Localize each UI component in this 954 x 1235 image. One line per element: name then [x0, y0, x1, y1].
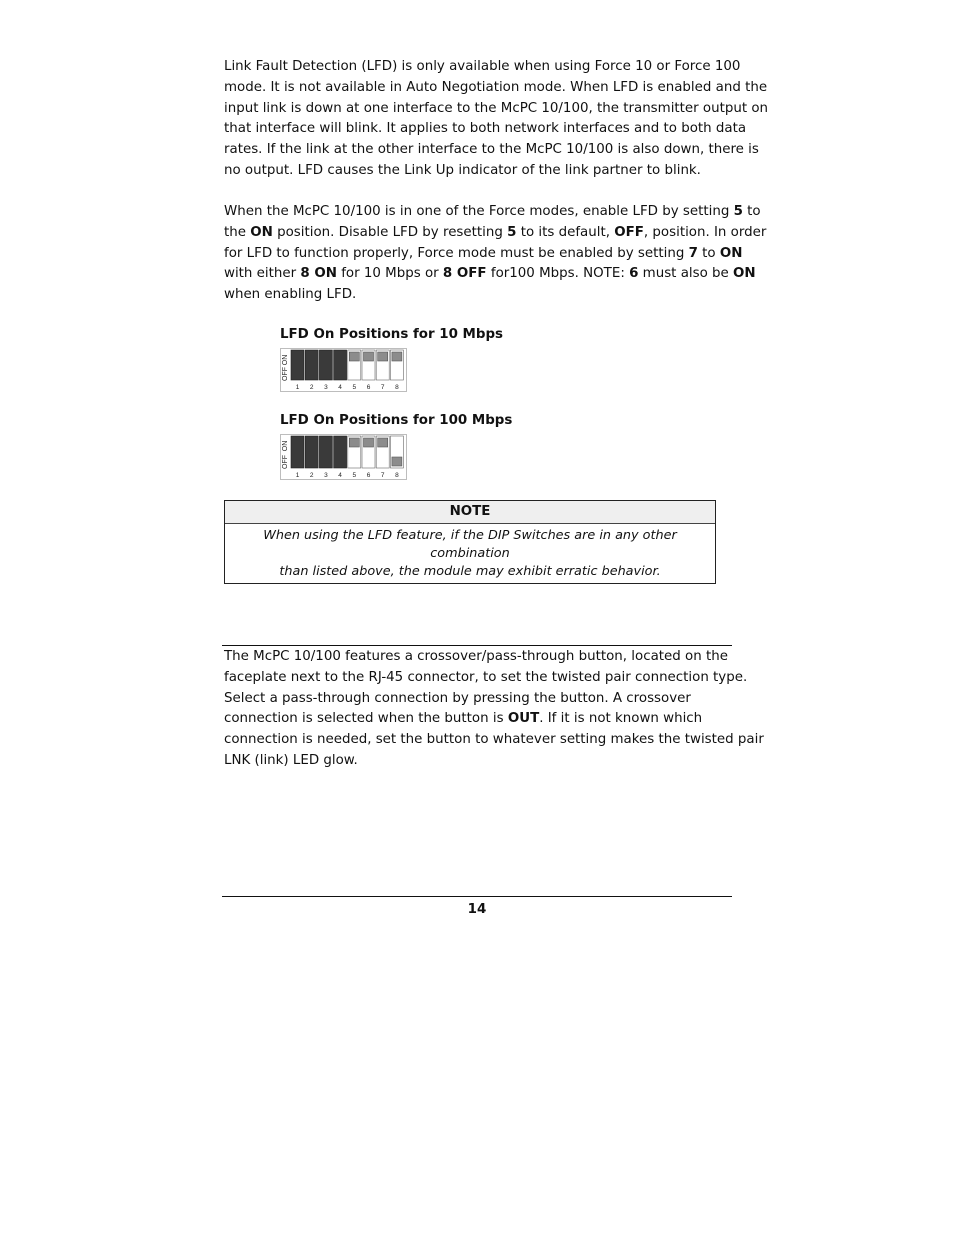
- switch-number-label: 8: [395, 472, 399, 479]
- dip-switch-10mbps-diagram: [280, 348, 408, 392]
- dip-switch-knob-8: [392, 352, 402, 361]
- dip-switch-100mbps-diagram: [280, 434, 408, 480]
- switch-number-label: 1: [295, 384, 300, 391]
- page-number: 14: [467, 902, 487, 917]
- text-line: for LFD to function properly, Force mode must be enabled by setting 7 to ON: [224, 245, 743, 261]
- switch-number-label: 2: [309, 384, 314, 391]
- switch-number-label: 4: [338, 472, 342, 479]
- text-line: faceplate next to the RJ-45 connector, to set the twisted pair connection type.: [224, 669, 748, 685]
- text-line: connection is needed, set the button to whatever setting makes the twisted pair: [224, 732, 764, 748]
- note-box: [224, 500, 716, 584]
- text-line: the ON position. Disable LFD by resetting 5 to its default, OFF, position. In order: [224, 224, 767, 240]
- switch-number-label: 2: [309, 472, 314, 479]
- text-line: with either 8 ON for 10 Mbps or 8 OFF for100 Mbps. NOTE: 6 must also be ON: [224, 266, 756, 282]
- dip-switch-knob-6: [364, 438, 374, 447]
- lfd-settings-paragraph: [224, 202, 767, 306]
- switch-number-label: 7: [380, 472, 385, 479]
- dip-switch-knob-7: [378, 352, 388, 361]
- switch-number-label: 6: [366, 384, 371, 391]
- dip-switch-1: [291, 350, 304, 380]
- switch-number-label: 8: [395, 384, 399, 391]
- dip-switch-knob-5: [349, 352, 359, 361]
- on-label: ON: [282, 354, 289, 366]
- off-label: OFF: [282, 455, 289, 469]
- dip-switch-3: [319, 350, 332, 380]
- text-line: The McPC 10/100 features a crossover/pass-through button, located on the: [224, 649, 728, 664]
- dip-switch-2: [305, 436, 318, 468]
- section-divider: [222, 645, 732, 646]
- text-line: LNK (link) LED glow.: [224, 752, 358, 768]
- dip-switch-knob-8: [392, 457, 402, 466]
- dip-switch-knob-7: [378, 438, 388, 447]
- switch-number-label: 5: [352, 384, 357, 391]
- dip-switch-knob-6: [364, 352, 374, 361]
- dip-switch-1: [291, 436, 304, 468]
- dip-switch-2: [305, 350, 318, 380]
- off-label: OFF: [282, 367, 289, 381]
- note-line: When using the LFD feature, if the DIP Switches are in any other combination: [263, 528, 677, 561]
- switch-number-label: 1: [295, 472, 300, 479]
- on-label: ON: [282, 440, 289, 452]
- switch-number-label: 4: [338, 384, 342, 391]
- note-body: [225, 524, 715, 583]
- switch-number-label: 5: [352, 472, 357, 479]
- text-line: that interface will blink. It applies to both network interfaces and to both data: [224, 121, 747, 137]
- dip-100mbps-title: LFD On Positions for 100 Mbps: [280, 413, 513, 428]
- switch-number-label: 7: [380, 384, 385, 391]
- text-line: When the McPC 10/100 is in one of the Force modes, enable LFD by setting 5 to: [224, 204, 761, 219]
- footer-divider: [222, 896, 732, 897]
- text-line: when enabling LFD.: [224, 287, 357, 303]
- dip-switch-4: [334, 350, 347, 380]
- dip-switch-10mbps-figure: [280, 348, 408, 392]
- text-line: connection is selected when the button is OUT. If it is not known which: [224, 711, 703, 727]
- text-line: Link Fault Detection (LFD) is only available when using Force 10 or Force 100: [224, 59, 741, 74]
- text-line: no output. LFD causes the Link Up indicator of the link partner to blink.: [224, 162, 701, 178]
- dip-switch-4: [334, 436, 347, 468]
- text-line: rates. If the link at the other interface to the McPC 10/100 is also down, there is: [224, 142, 759, 158]
- dip-10mbps-title: LFD On Positions for 10 Mbps: [280, 327, 504, 342]
- dip-switch-100mbps-figure: [280, 434, 408, 480]
- switch-number-label: 3: [324, 472, 328, 479]
- switch-number-label: 3: [324, 384, 328, 391]
- lfd-description-paragraph: [224, 57, 769, 182]
- note-header: NOTE: [225, 501, 715, 524]
- crossover-button-paragraph: [224, 647, 764, 772]
- text-line: mode. It is not available in Auto Negotiation mode. When LFD is enabled and the: [224, 79, 768, 95]
- note-line: than listed above, the module may exhibit erratic behavior.: [279, 564, 661, 579]
- text-line: Select a pass-through connection by pressing the button. A crossover: [224, 690, 691, 706]
- text-line: input link is down at one interface to the McPC 10/100, the transmitter output on: [224, 100, 769, 116]
- dip-switch-3: [319, 436, 332, 468]
- switch-number-label: 6: [366, 472, 371, 479]
- dip-switch-knob-5: [349, 438, 359, 447]
